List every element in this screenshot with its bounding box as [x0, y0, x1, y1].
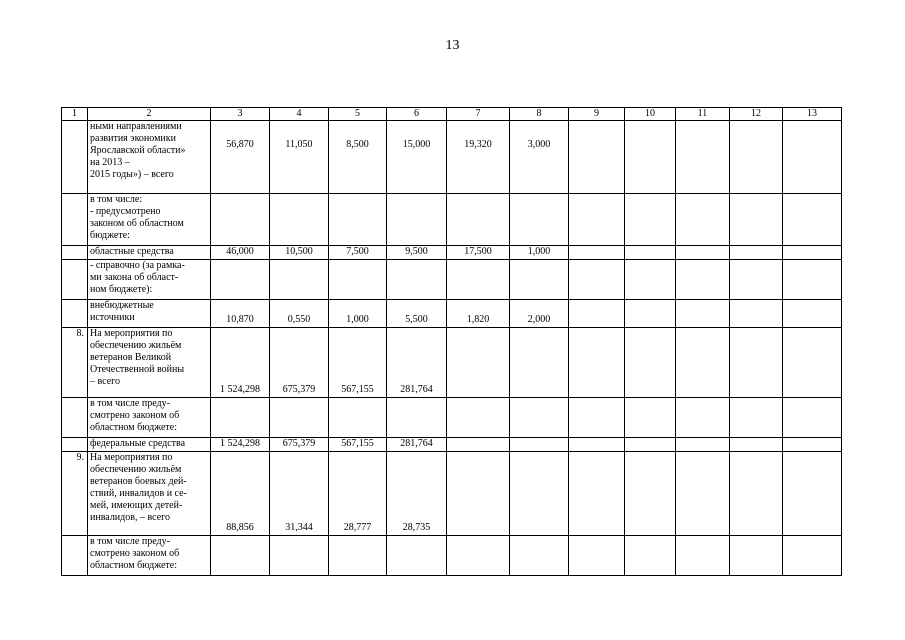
value-cell — [569, 260, 625, 300]
value-cell: 1 524,298 — [211, 438, 270, 452]
value-cell — [387, 260, 447, 300]
value-cell: 19,320 — [447, 121, 510, 194]
row-label-cell: На мероприятия по обеспечению жильём ветеранов боевых дей- ствий, инвалидов и се- мей, имеющих детей- инвалидов, – всего — [88, 452, 211, 536]
value-cell: 10,500 — [270, 246, 329, 260]
value-cell — [676, 398, 730, 438]
header-cell: 11 — [676, 108, 730, 121]
header-cell: 13 — [783, 108, 842, 121]
table-row — [62, 398, 842, 438]
value-cell — [783, 536, 842, 576]
row-number-cell — [62, 536, 88, 576]
value-cell: 28,777 — [329, 452, 387, 536]
value-cell — [625, 438, 676, 452]
value-cell: 1,000 — [510, 246, 569, 260]
row-label-cell: в том числе преду- смотрено законом об областном бюджете: — [88, 536, 211, 576]
value-cell — [625, 536, 676, 576]
row-label-cell: ными направлениями развития экономики Ярославской области» на 2013 – 2015 годы») – всего — [88, 121, 211, 194]
header-cell: 3 — [211, 108, 270, 121]
table-row — [62, 121, 842, 194]
value-cell — [625, 246, 676, 260]
value-cell: 9,500 — [387, 246, 447, 260]
row-number-cell — [62, 300, 88, 328]
value-cell: 17,500 — [447, 246, 510, 260]
value-cell — [625, 300, 676, 328]
table-row — [62, 260, 842, 300]
value-cell — [510, 398, 569, 438]
value-cell: 567,155 — [329, 438, 387, 452]
value-cell: 8,500 — [329, 121, 387, 194]
value-cell — [447, 438, 510, 452]
value-cell — [676, 300, 730, 328]
value-cell: 28,735 — [387, 452, 447, 536]
row-label-cell: внебюджетные источники — [88, 300, 211, 328]
value-cell — [510, 438, 569, 452]
row-number-cell — [62, 194, 88, 246]
value-cell — [730, 194, 783, 246]
value-cell — [625, 328, 676, 398]
value-cell: 567,155 — [329, 328, 387, 398]
header-cell: 8 — [510, 108, 569, 121]
value-cell — [569, 328, 625, 398]
value-cell — [783, 246, 842, 260]
value-cell — [270, 398, 329, 438]
header-cell: 7 — [447, 108, 510, 121]
row-label-cell: На мероприятия по обеспечению жильём ветеранов Великой Отечественной войны – всего — [88, 328, 211, 398]
table-row — [62, 246, 842, 260]
value-cell — [447, 536, 510, 576]
value-cell — [783, 194, 842, 246]
value-cell — [447, 398, 510, 438]
value-cell — [676, 452, 730, 536]
value-cell — [676, 260, 730, 300]
row-number-cell — [62, 121, 88, 194]
value-cell — [329, 536, 387, 576]
row-label-cell: в том числе: - предусмотрено законом об областном бюджете: — [88, 194, 211, 246]
value-cell: 11,050 — [270, 121, 329, 194]
value-cell — [569, 438, 625, 452]
header-cell: 1 — [62, 108, 88, 121]
value-cell: 2,000 — [510, 300, 569, 328]
value-cell — [569, 536, 625, 576]
value-cell — [625, 398, 676, 438]
header-cell: 12 — [730, 108, 783, 121]
row-label-cell: областные средства — [88, 246, 211, 260]
value-cell — [329, 398, 387, 438]
row-number-cell — [62, 246, 88, 260]
value-cell — [270, 260, 329, 300]
value-cell — [270, 536, 329, 576]
row-number-cell — [62, 438, 88, 452]
value-cell — [676, 438, 730, 452]
value-cell: 7,500 — [329, 246, 387, 260]
value-cell: 56,870 — [211, 121, 270, 194]
value-cell — [783, 398, 842, 438]
value-cell — [447, 260, 510, 300]
value-cell — [211, 260, 270, 300]
value-cell: 675,379 — [270, 438, 329, 452]
value-cell: 46,000 — [211, 246, 270, 260]
value-cell — [447, 194, 510, 246]
table-row — [62, 300, 842, 328]
value-cell: 15,000 — [387, 121, 447, 194]
value-cell — [676, 328, 730, 398]
value-cell — [730, 536, 783, 576]
value-cell — [510, 328, 569, 398]
value-cell — [730, 300, 783, 328]
header-cell: 5 — [329, 108, 387, 121]
value-cell — [730, 438, 783, 452]
row-number-cell: 8. — [62, 328, 88, 398]
value-cell — [569, 300, 625, 328]
row-number-cell — [62, 260, 88, 300]
value-cell: 31,344 — [270, 452, 329, 536]
table-row — [62, 438, 842, 452]
value-cell: 0,550 — [270, 300, 329, 328]
value-cell — [676, 194, 730, 246]
value-cell — [676, 536, 730, 576]
value-cell: 3,000 — [510, 121, 569, 194]
value-cell: 281,764 — [387, 438, 447, 452]
header-cell: 9 — [569, 108, 625, 121]
value-cell: 88,856 — [211, 452, 270, 536]
value-cell — [329, 260, 387, 300]
value-cell — [625, 194, 676, 246]
value-cell — [510, 260, 569, 300]
value-cell — [625, 121, 676, 194]
value-cell — [510, 536, 569, 576]
value-cell — [329, 194, 387, 246]
value-cell — [510, 452, 569, 536]
row-label-cell: федеральные средства — [88, 438, 211, 452]
budget-table — [61, 107, 842, 576]
value-cell — [387, 194, 447, 246]
header-cell: 10 — [625, 108, 676, 121]
value-cell — [510, 194, 569, 246]
value-cell — [211, 194, 270, 246]
value-cell — [783, 300, 842, 328]
row-number-cell: 9. — [62, 452, 88, 536]
header-cell: 6 — [387, 108, 447, 121]
value-cell — [569, 194, 625, 246]
value-cell — [625, 260, 676, 300]
row-label-cell: - справочно (за рамка- ми закона об област- ном бюджете): — [88, 260, 211, 300]
value-cell — [730, 246, 783, 260]
value-cell — [447, 452, 510, 536]
table-body — [62, 108, 842, 576]
value-cell — [730, 398, 783, 438]
value-cell: 1 524,298 — [211, 328, 270, 398]
value-cell — [783, 121, 842, 194]
table-row — [62, 452, 842, 536]
value-cell — [387, 398, 447, 438]
value-cell — [447, 328, 510, 398]
header-row — [62, 108, 842, 121]
value-cell: 1,000 — [329, 300, 387, 328]
value-cell — [730, 260, 783, 300]
value-cell: 5,500 — [387, 300, 447, 328]
value-cell — [211, 398, 270, 438]
value-cell — [783, 328, 842, 398]
value-cell — [783, 438, 842, 452]
table-row — [62, 536, 842, 576]
table-row — [62, 328, 842, 398]
value-cell — [783, 260, 842, 300]
value-cell: 1,820 — [447, 300, 510, 328]
value-cell — [676, 121, 730, 194]
header-cell: 2 — [88, 108, 211, 121]
value-cell — [270, 194, 329, 246]
value-cell — [569, 398, 625, 438]
value-cell — [569, 246, 625, 260]
value-cell: 675,379 — [270, 328, 329, 398]
value-cell — [730, 328, 783, 398]
value-cell — [625, 452, 676, 536]
value-cell — [569, 121, 625, 194]
value-cell — [730, 452, 783, 536]
row-label-cell: в том числе преду- смотрено законом об областном бюджете: — [88, 398, 211, 438]
value-cell — [211, 536, 270, 576]
table-row — [62, 194, 842, 246]
page-number: 13 — [445, 38, 460, 53]
header-cell: 4 — [270, 108, 329, 121]
value-cell: 10,870 — [211, 300, 270, 328]
value-cell: 281,764 — [387, 328, 447, 398]
row-number-cell — [62, 398, 88, 438]
value-cell — [730, 121, 783, 194]
value-cell — [783, 452, 842, 536]
value-cell — [387, 536, 447, 576]
value-cell — [676, 246, 730, 260]
value-cell — [569, 452, 625, 536]
